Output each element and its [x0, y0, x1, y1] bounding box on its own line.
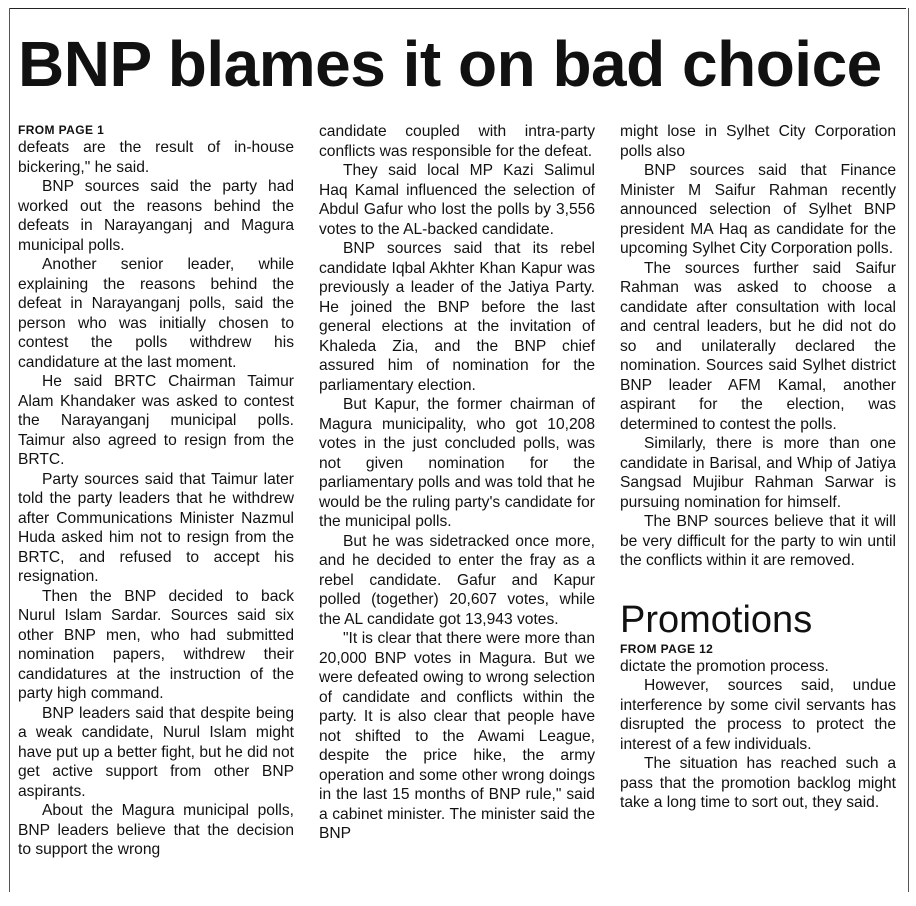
paragraph: BNP sources said that its rebel candidate Iqbal Akhter Khan Kapur was previously a leader of the Jatiya Party. He joined the BNP before the last general elections at the invitation of Khaleda Zia, and the BNP chief assured him of nomination for the parliamentary election. [319, 240, 595, 394]
article-column-3 [620, 122, 896, 813]
promotions-headline: Promotions [620, 598, 813, 641]
article-column-2 [319, 122, 595, 844]
left-column-rule [9, 8, 10, 892]
article-column-1 [18, 122, 294, 860]
from-page-kicker: FROM PAGE 12 [620, 641, 714, 656]
right-column-rule [908, 8, 909, 892]
paragraph: defeats are the result of in-house bickering," he said. [18, 139, 294, 176]
paragraph: might lose in Sylhet City Corporation polls also [620, 123, 896, 160]
from-page-kicker: FROM PAGE 1 [18, 123, 105, 137]
paragraph: Another senior leader, while explaining the reasons behind the defeat in Narayanganj polls, said the person who was initially chosen to contest the polls withdrew his candidature at the last moment. [18, 256, 294, 371]
paragraph: But Kapur, the former chairman of Magura municipality, who got 10,208 votes in the just concluded polls, was not given nomination for the parliamentary polls and was told that he would be the ruling party's candidate for the municipal polls. [319, 396, 595, 530]
paragraph: dictate the promotion process. [620, 657, 829, 675]
paragraph: The BNP sources believe that it will be very difficult for the party to win until the conflicts within it are removed. [620, 513, 896, 569]
paragraph: He said BRTC Chairman Taimur Alam Khandaker was asked to contest the Narayanganj municipal polls. Taimur also agreed to resign from the BRTC. [18, 373, 294, 468]
paragraph: The sources further said Saifur Rahman was asked to choose a candidate after consultation with local and central leaders, but he did not do so and unilaterally declared the nomination. Sources said Sylhet district BNP leader AFM Kamal, another aspirant for the election, was determined to contest the polls. [620, 259, 896, 433]
paragraph: BNP leaders said that despite being a weak candidate, Nurul Islam might have put up a better fight, but he did not get active support from other BNP aspirants. [18, 704, 294, 800]
paragraph: BNP sources said the party had worked out the reasons behind the defeats in Narayanganj and Magura municipal polls. [18, 178, 294, 254]
paragraph: BNP sources said that Finance Minister M Saifur Rahman recently announced selection of Sylhet BNP president MA Haq as candidate for the upcoming Sylhet City Corporation polls. [620, 162, 896, 257]
paragraph: But he was sidetracked once more, and he decided to enter the fray as a rebel candidate. Gafur and Kapur polled (together) 20,607 votes, while the AL candidate got 13,943 votes. [319, 532, 595, 628]
paragraph: However, sources said, undue interference by some civil servants has disrupted the process to protect the interest of a few individuals. [620, 677, 896, 753]
paragraph: "It is clear that there were more than 20,000 BNP votes in Magura. But we were defeated owing to wrong selection of candidate and conflicts within the party. It is also clear that people have not shifted to the Awami League, despite the price hike, the army operation and some other wrong doings in the last 15 months of BNP rule," said a cabinet minister. The minister said the BNP [319, 630, 595, 842]
paragraph: candidate coupled with intra-party conflicts was responsible for the defeat. [319, 123, 595, 160]
paragraph: Party sources said that Taimur later told the party leaders that he withdrew after Communications Minister Nazmul Huda asked him not to resign from the BRTC, and refused to accept his resignation. [18, 470, 294, 585]
paragraph: Similarly, there is more than one candidate in Barisal, and Whip of Jatiya Sangsad Mujibur Rahman Sarwar is pursuing nomination for himself. [620, 435, 896, 511]
headline: BNP blames it on bad choice [18, 28, 882, 100]
paragraph: The situation has reached such a pass that the promotion backlog might take a long time to sort out, they said. [620, 755, 896, 811]
paragraph: They said local MP Kazi Salimul Haq Kamal influenced the selection of Abdul Gafur who lost the polls by 3,556 votes to the AL-backed candidate. [319, 162, 595, 238]
paragraph: About the Magura municipal polls, BNP leaders believe that the decision to support the wrong [18, 802, 294, 858]
top-rule [10, 8, 906, 9]
paragraph: Then the BNP decided to back Nurul Islam Sardar. Sources said six other BNP men, who had submitted nomination papers, withdrew their candidatures at the instruction of the party high command. [18, 587, 294, 702]
